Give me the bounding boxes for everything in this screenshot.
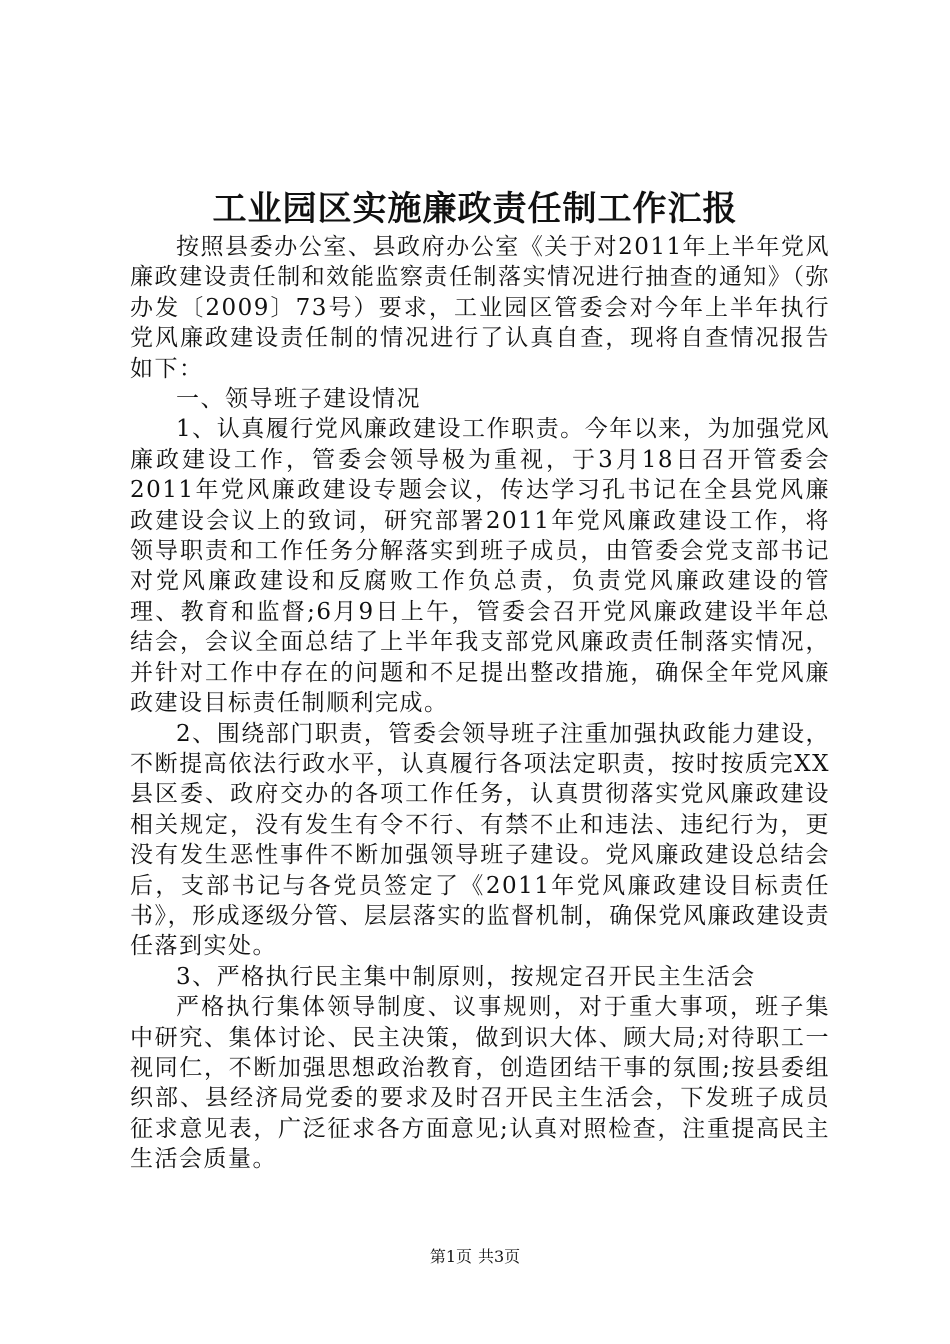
paragraph-item-1: 1、认真履行党风廉政建设工作职责。今年以来，为加强党风廉政建设工作，管委会领导极为重视，于3月18日召开管委会2011年党风廉政建设专题会议，传达学习孔书记在全县党风廉政建设会议上的致词，研究部署2011年党风廉政建设工作，将领导职责和工作任务分解落实到班子成员，由管委会党支部书记对党风廉政建设和反腐败工作负总责，负责党风廉政建设的管理、教育和监督;6月9日上午，管委会召开党风廉政建设半年总结会，会议全面总结了上半年我支部党风廉政责任制落实情况，并针对工作中存在的问题和不足提出整改措施，确保全年党风廉政建设目标责任制顺利完成。	[130, 416, 830, 717]
page-number: 第1页	[429, 1247, 472, 1266]
page-footer	[0, 1247, 950, 1267]
paragraph-item-2: 2、围绕部门职责，管委会领导班子注重加强执政能力建设，不断提高依法行政水平，认真履行各项法定职责，按时按质完XX县区委、政府交办的各项工作任务，认真贯彻落实党风廉政建设相关规定，没有发生有令不行、有禁不止和违法、违纪行为，更没有发生恶性事件不断加强领导班子建设。党风廉政建设总结会后，支部书记与各党员签定了《2011年党风廉政建设目标责任书》，形成逐级分管、层层落实的监督机制，确保党风廉政建设责任落到实处。	[130, 720, 830, 960]
paragraph-item-3-body: 严格执行集体领导制度、议事规则，对于重大事项，班子集中研究、集体讨论、民主决策，做到识大体、顾大局;对待职工一视同仁，不断加强思想政治教育，创造团结干事的氛围;按县委组织部、县经济局党委的要求及时召开民主生活会，下发班子成员征求意见表，广泛征求各方面意见;认真对照检查，注重提高民主生活会质量。	[130, 994, 830, 1173]
paragraph-item-3-heading: 3、严格执行民主集中制原则，按规定召开民主生活会	[176, 963, 756, 990]
document-body	[130, 232, 830, 1175]
paragraph-intro: 按照县委办公室、县政府办公室《关于对2011年上半年党风廉政建设责任制和效能监察责任制落实情况进行抽查的通知》（弥办发〔2009〕73号）要求，工业园区管委会对今年上半年执行党风廉政建设责任制的情况进行了认真自查，现将自查情况报告如下：	[130, 234, 830, 382]
section-heading-leadership: 一、领导班子建设情况	[176, 386, 421, 413]
document-title: 工业园区实施廉政责任制工作汇报	[212, 189, 738, 229]
page-total: 共3页	[478, 1247, 521, 1266]
